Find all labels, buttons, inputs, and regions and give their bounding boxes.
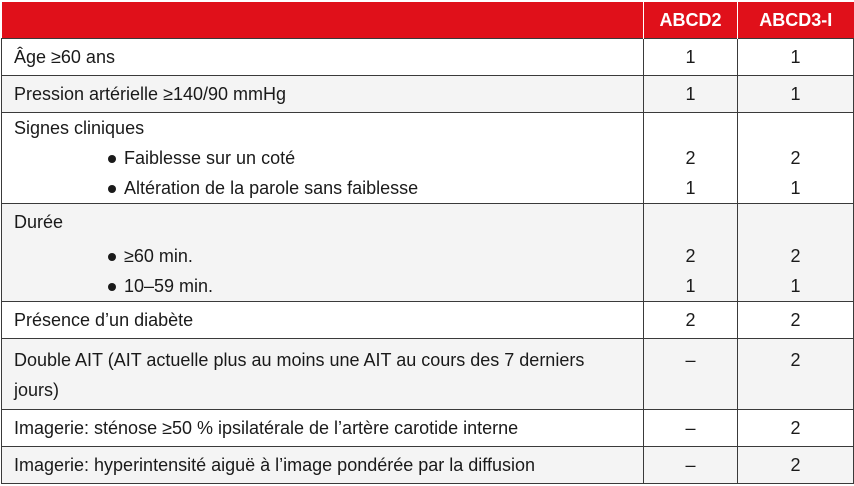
row-label: Imagerie: sténose ≥50 % ipsilatérale de l’artère carotide interne bbox=[2, 410, 644, 447]
list-item bbox=[14, 143, 631, 173]
abcd3i-sub-value: 1 bbox=[790, 276, 801, 296]
group-title: Signes cliniques bbox=[14, 118, 145, 138]
abcd3i-sub-value: 2 bbox=[790, 246, 801, 266]
bullet-list bbox=[14, 143, 631, 203]
abcd3i-value: 2 bbox=[738, 339, 854, 410]
abcd3i-value: 2 bbox=[738, 302, 854, 339]
abcd2-value: 1 bbox=[644, 39, 738, 76]
abcd2-sub-value: 1 bbox=[685, 178, 696, 198]
abcd3i-value: 1 bbox=[738, 39, 854, 76]
table-row bbox=[2, 76, 854, 113]
bullet-label: Altération de la parole sans faiblesse bbox=[124, 178, 419, 198]
abcd2-value bbox=[644, 113, 738, 204]
abcd3i-value: 2 bbox=[738, 447, 854, 484]
abcd3i-value: 2 bbox=[738, 410, 854, 447]
abcd2-sub-value: 2 bbox=[685, 148, 696, 168]
header-row bbox=[2, 2, 854, 39]
header-abcd3i: ABCD3-I bbox=[738, 2, 854, 39]
row-label: Pression artérielle ≥140/90 mmHg bbox=[2, 76, 644, 113]
row-label: Double AIT (AIT actuelle plus au moins une AIT au cours des 7 derniers jours) bbox=[2, 339, 644, 410]
header-abcd2: ABCD2 bbox=[644, 2, 738, 39]
table-row bbox=[2, 204, 854, 302]
table-row bbox=[2, 302, 854, 339]
row-label: Âge ≥60 ans bbox=[2, 39, 644, 76]
header-criteria bbox=[2, 2, 644, 39]
abcd3i-value bbox=[738, 113, 854, 204]
abcd2-sub-value: 2 bbox=[685, 246, 696, 266]
bullet-label: 10–59 min. bbox=[124, 276, 214, 296]
table-row bbox=[2, 410, 854, 447]
abcd2-value: – bbox=[644, 339, 738, 410]
bullet-label: Faiblesse sur un coté bbox=[124, 148, 296, 168]
abcd3i-sub-value: 1 bbox=[790, 178, 801, 198]
abcd2-value: – bbox=[644, 447, 738, 484]
table-row bbox=[2, 447, 854, 484]
list-item bbox=[14, 271, 631, 301]
abcd2-value: 1 bbox=[644, 76, 738, 113]
bullet-list bbox=[14, 241, 631, 301]
abcd3i-sub-value: 2 bbox=[790, 148, 801, 168]
abcd2-value bbox=[644, 204, 738, 302]
group-title: Durée bbox=[14, 212, 64, 232]
bullet-label: ≥60 min. bbox=[124, 246, 193, 266]
abcd3i-value bbox=[738, 204, 854, 302]
abcd2-sub-value: 1 bbox=[685, 276, 696, 296]
row-label-group bbox=[2, 204, 644, 302]
table-row bbox=[2, 113, 854, 204]
table-row bbox=[2, 39, 854, 76]
abcd2-value: 2 bbox=[644, 302, 738, 339]
list-item bbox=[14, 173, 631, 203]
abcd2-value: – bbox=[644, 410, 738, 447]
list-item bbox=[14, 241, 631, 271]
table-row bbox=[2, 339, 854, 410]
row-label: Présence d’un diabète bbox=[2, 302, 644, 339]
row-label-group bbox=[2, 113, 644, 204]
row-label: Imagerie: hyperintensité aiguë à l’image pondérée par la diffusion bbox=[2, 447, 644, 484]
score-comparison-table bbox=[1, 2, 854, 484]
abcd3i-value: 1 bbox=[738, 76, 854, 113]
